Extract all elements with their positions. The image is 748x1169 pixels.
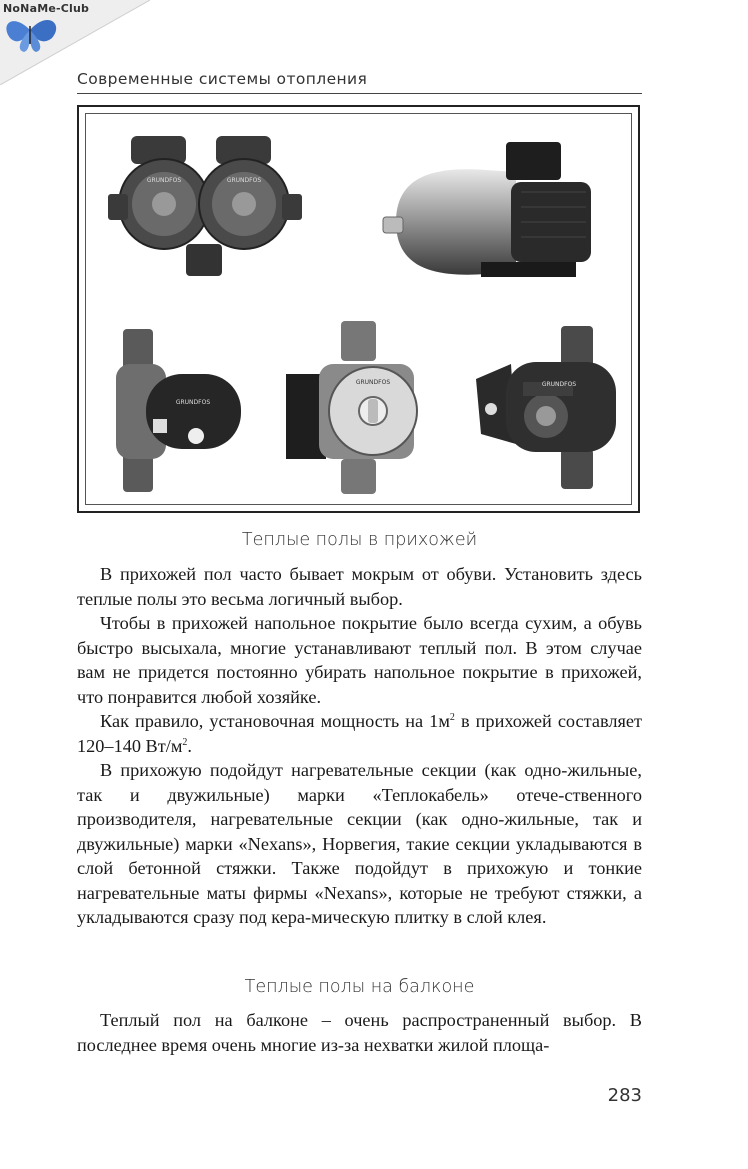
paragraph-hallway-3-a: Как правило, установочная мощность на 1м — [100, 711, 450, 731]
horizontal-pump-image — [381, 132, 606, 287]
figure-frame — [77, 105, 640, 513]
watermark-text: NoNaMe-Club — [3, 2, 90, 15]
paragraph-hallway-3-b: в прихожей составляет 120–140 Вт/м — [77, 711, 642, 756]
header-rule — [77, 93, 642, 94]
twin-pump-brand-left: GRUNDFOS — [146, 177, 182, 184]
circulation-pump-1-image — [101, 324, 246, 499]
twin-pump-image — [106, 134, 306, 284]
circulation-pump-2-image — [281, 319, 441, 499]
figure-inner — [85, 113, 632, 505]
circulation-pump-1-brand: GRUNDFOS — [175, 399, 211, 406]
circulation-pump-3-brand: GRUNDFOS — [541, 381, 577, 388]
circulation-pump-2-brand: GRUNDFOS — [355, 379, 391, 386]
paragraph-hallway-3-c: . — [187, 735, 192, 756]
page-number: 283 — [607, 1085, 642, 1106]
paragraph-balcony-1: Теплый пол на балконе – очень распространенный выбор. В последнее время очень многие из-за нехватки жилой площа- — [77, 1010, 642, 1055]
twin-pump-brand-right: GRUNDFOS — [226, 177, 262, 184]
paragraph-hallway-2: Чтобы в прихожей напольное покрытие было всегда сухим, а обувь быстро высыхала, многие устанавливают теплый пол. В этом случае вам не придется постоянно убирать напольное покрытие в прихожей, что понравится любой хозяйке. — [77, 613, 642, 707]
running-header: Современные системы отопления — [77, 70, 368, 88]
paragraph-hallway-1: В прихожей пол часто бывает мокрым от обуви. Установить здесь теплые полы это весьма логичный выбор. — [77, 564, 642, 609]
section-title-hallway: Теплые полы в прихожей — [241, 530, 478, 550]
paragraph-hallway-4: В прихожую подойдут нагревательные секции (как одно-жильные, так и двужильные) марки «Теплокабель» отече-ственного производителя, нагревательные секции (как одно-жильные, так и двужильные) марки «Nexans», Норвегия, такие секции укладываются в слой бетонной стяжки. Также подойдут в прихожую и тонкие нагревательные маты фирмы «Nexans», которые не требуют стяжки, а укладываются сразу под кера-мическую плитку в слой клея. — [77, 760, 642, 927]
paragraph-hallway-3 — [77, 709, 642, 758]
superscript-2: 2 — [182, 736, 188, 748]
superscript-1: 2 — [449, 711, 455, 723]
circulation-pump-3-image — [471, 324, 631, 494]
section-title-balcony: Теплые полы на балконе — [244, 977, 475, 997]
